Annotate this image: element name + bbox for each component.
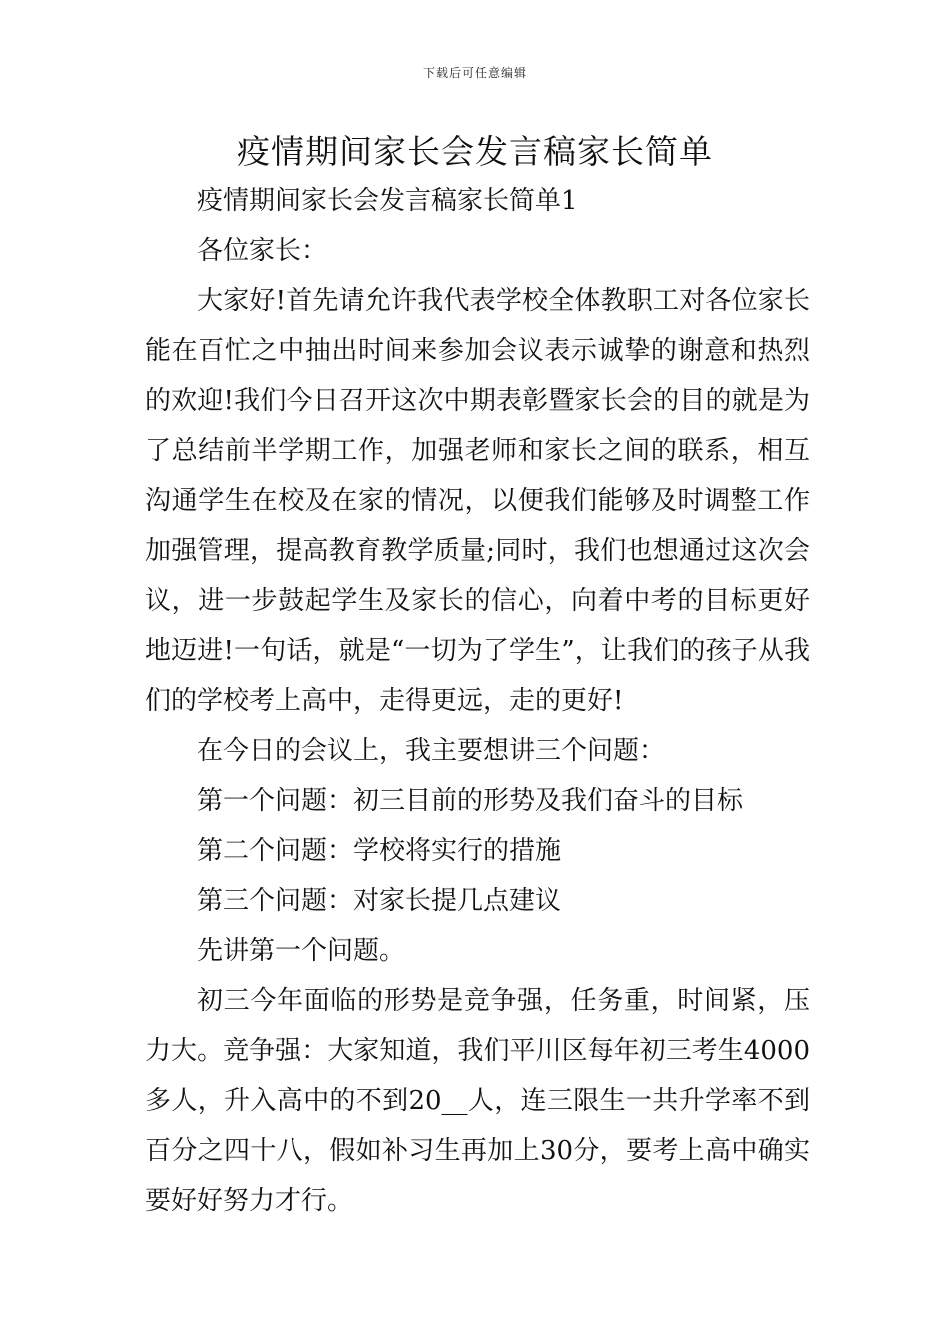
document-title: 疫情期间家长会发言稿家长简单 bbox=[237, 132, 713, 171]
agenda-item-3: 第三个问题：对家长提几点建议 bbox=[197, 886, 562, 916]
first-topic-paragraph: 先讲第一个问题。 bbox=[197, 936, 406, 966]
intro-paragraph: 大家好!首先请允许我代表学校全体教职工对各位家长能在百忙之中抽出时间来参加会议表示诚挚的谢意和热烈的欢迎!我们今日召开这次中期表彰暨家长会的目的就是为了总结前半学期工作，加强老师和家长之间的联系，相互沟通学生在校及在家的情况，以便我们能够及时调整工作加强管理，提高教育教学质量;同时，我们也想通过这次会议，进一步鼓起学生及家长的信心，向着中考的目标更好地迈进!一句话，就是“一切为了学生”，让我们的孩子从我们的学校考上高中，走得更远，走的更好! bbox=[145, 286, 810, 716]
salutation-paragraph: 各位家长： bbox=[197, 236, 328, 266]
agenda-intro-paragraph: 在今日的会议上，我主要想讲三个问题： bbox=[197, 736, 666, 766]
document-body bbox=[145, 176, 810, 1226]
header-note: 下载后可任意编辑 bbox=[422, 66, 527, 80]
agenda-item-2: 第二个问题：学校将实行的措施 bbox=[197, 836, 562, 866]
situation-paragraph: 初三今年面临的形势是竞争强，任务重，时间紧，压力大。竞争强：大家知道，我们平川区每年初三考生4000多人，升入高中的不到20__人，连三限生一共升学率不到百分之四十八，假如补习生再加上30分，要考上高中确实要好好努力才行。 bbox=[145, 986, 810, 1216]
agenda-item-1: 第一个问题：初三目前的形势及我们奋斗的目标 bbox=[197, 786, 744, 816]
subtitle-paragraph: 疫情期间家长会发言稿家长简单1 bbox=[197, 186, 578, 216]
